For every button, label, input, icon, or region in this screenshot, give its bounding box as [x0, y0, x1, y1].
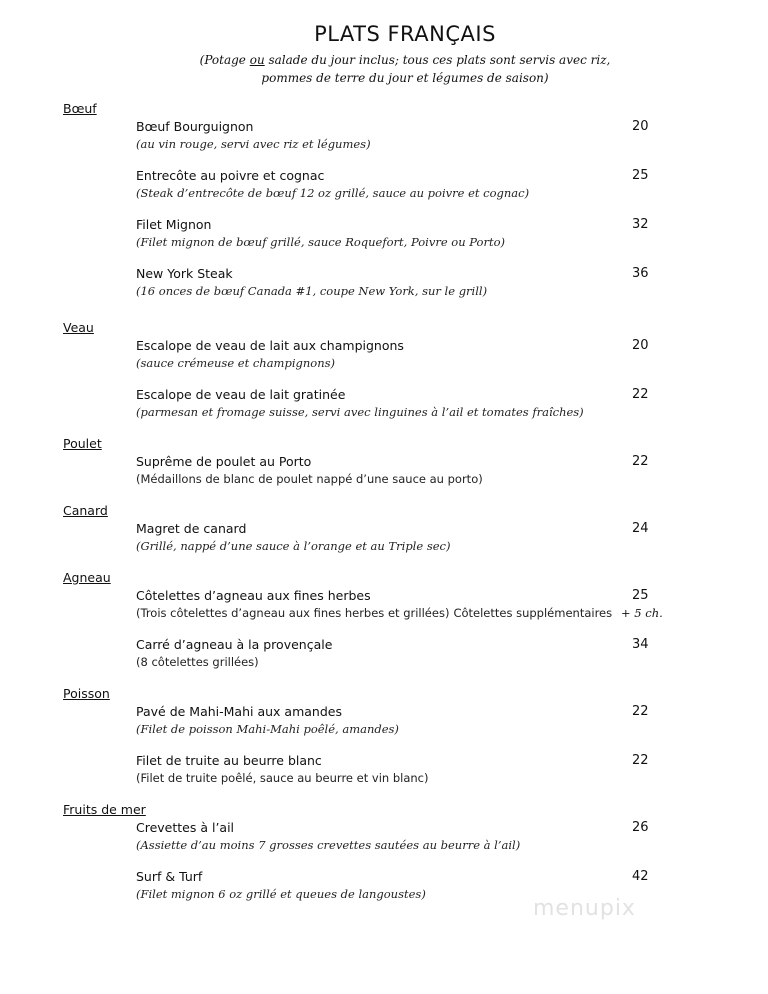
dish-price: 36 [632, 266, 649, 281]
dish-price: 26 [632, 820, 649, 835]
category-poisson: Poisson [63, 686, 110, 701]
dish-name: Crevettes à l’ail [136, 820, 235, 835]
category-veau: Veau [63, 320, 94, 335]
dish-price: 24 [632, 521, 649, 536]
dish-name: Escalope de veau de lait gratinée [136, 387, 346, 402]
category-boeuf: Bœuf [63, 101, 97, 116]
dish-name: Côtelettes d’agneau aux fines herbes [136, 588, 371, 603]
category-canard: Canard [63, 503, 108, 518]
subtitle-line2: pommes de terre du jour et légumes de saison) [261, 71, 549, 85]
dish-description: (Steak d’entrecôte de bœuf 12 oz grillé, sauce au poivre et cognac) [136, 186, 530, 200]
extra-cutlets-price: + 5 ch. [621, 606, 663, 620]
dish-name: Bœuf Bourguignon [136, 119, 254, 134]
dish-price: 32 [632, 217, 649, 232]
dish-price: 34 [632, 637, 649, 652]
dish-description: (Filet de truite poêlé, sauce au beurre et vin blanc) [136, 771, 429, 785]
dish-description: (Assiette d’au moins 7 grosses crevettes sautées au beurre à l’ail) [136, 838, 521, 852]
dish-price: 22 [632, 753, 649, 768]
dish-name: New York Steak [136, 266, 233, 281]
dish-description: (8 côtelettes grillées) [136, 655, 259, 669]
dish-description: (Médaillons de blanc de poulet nappé d’une sauce au porto) [136, 472, 483, 486]
dish-price: 42 [632, 869, 649, 884]
dish-name: Pavé de Mahi-Mahi aux amandes [136, 704, 342, 719]
extra-cutlets-label: Côtelettes supplémentaires [453, 606, 613, 620]
dish-price: 22 [632, 387, 649, 402]
dish-name: Entrecôte au poivre et cognac [136, 168, 325, 183]
dish-description: (Grillé, nappé d’une sauce à l’orange et au Triple sec) [136, 539, 451, 553]
subtitle-pre: (Potage [199, 53, 250, 67]
dish-description: (Filet de poisson Mahi-Mahi poêlé, amandes) [136, 722, 399, 736]
subtitle [0, 51, 768, 87]
category-agneau: Agneau [63, 570, 111, 585]
dish-price: 20 [632, 338, 649, 353]
subtitle-underlined: ou [249, 53, 265, 67]
dish-description: (16 onces de bœuf Canada #1, coupe New York, sur le grill) [136, 284, 488, 298]
dish-price: 25 [632, 168, 649, 183]
category-poulet: Poulet [63, 436, 102, 451]
dish-description-text: (Trois côtelettes d’agneau aux fines herbes et grillées) [136, 606, 450, 620]
subtitle-post: salade du jour inclus; tous ces plats sont servis avec riz, [264, 53, 611, 67]
dish-price: 20 [632, 119, 649, 134]
dish-name: Magret de canard [136, 521, 247, 536]
dish-price: 22 [632, 704, 649, 719]
category-fruits-de-mer: Fruits de mer [63, 802, 146, 817]
dish-description: (parmesan et fromage suisse, servi avec linguines à l’ail et tomates fraîches) [136, 405, 584, 419]
page-title: PLATS FRANÇAIS [314, 22, 496, 46]
dish-name: Filet de truite au beurre blanc [136, 753, 322, 768]
dish-name: Carré d’agneau à la provençale [136, 637, 333, 652]
dish-description: (au vin rouge, servi avec riz et légumes) [136, 137, 371, 151]
watermark: menupix [533, 896, 636, 921]
dish-description: (Filet mignon de bœuf grillé, sauce Roquefort, Poivre ou Porto) [136, 235, 505, 249]
dish-name: Suprême de poulet au Porto [136, 454, 312, 469]
dish-price: 25 [632, 588, 649, 603]
dish-name: Surf & Turf [136, 869, 203, 884]
dish-name: Filet Mignon [136, 217, 212, 232]
dish-description: (sauce crémeuse et champignons) [136, 356, 335, 370]
dish-price: 22 [632, 454, 649, 469]
dish-name: Escalope de veau de lait aux champignons [136, 338, 404, 353]
dish-description: (Filet mignon 6 oz grillé et queues de langoustes) [136, 887, 426, 901]
